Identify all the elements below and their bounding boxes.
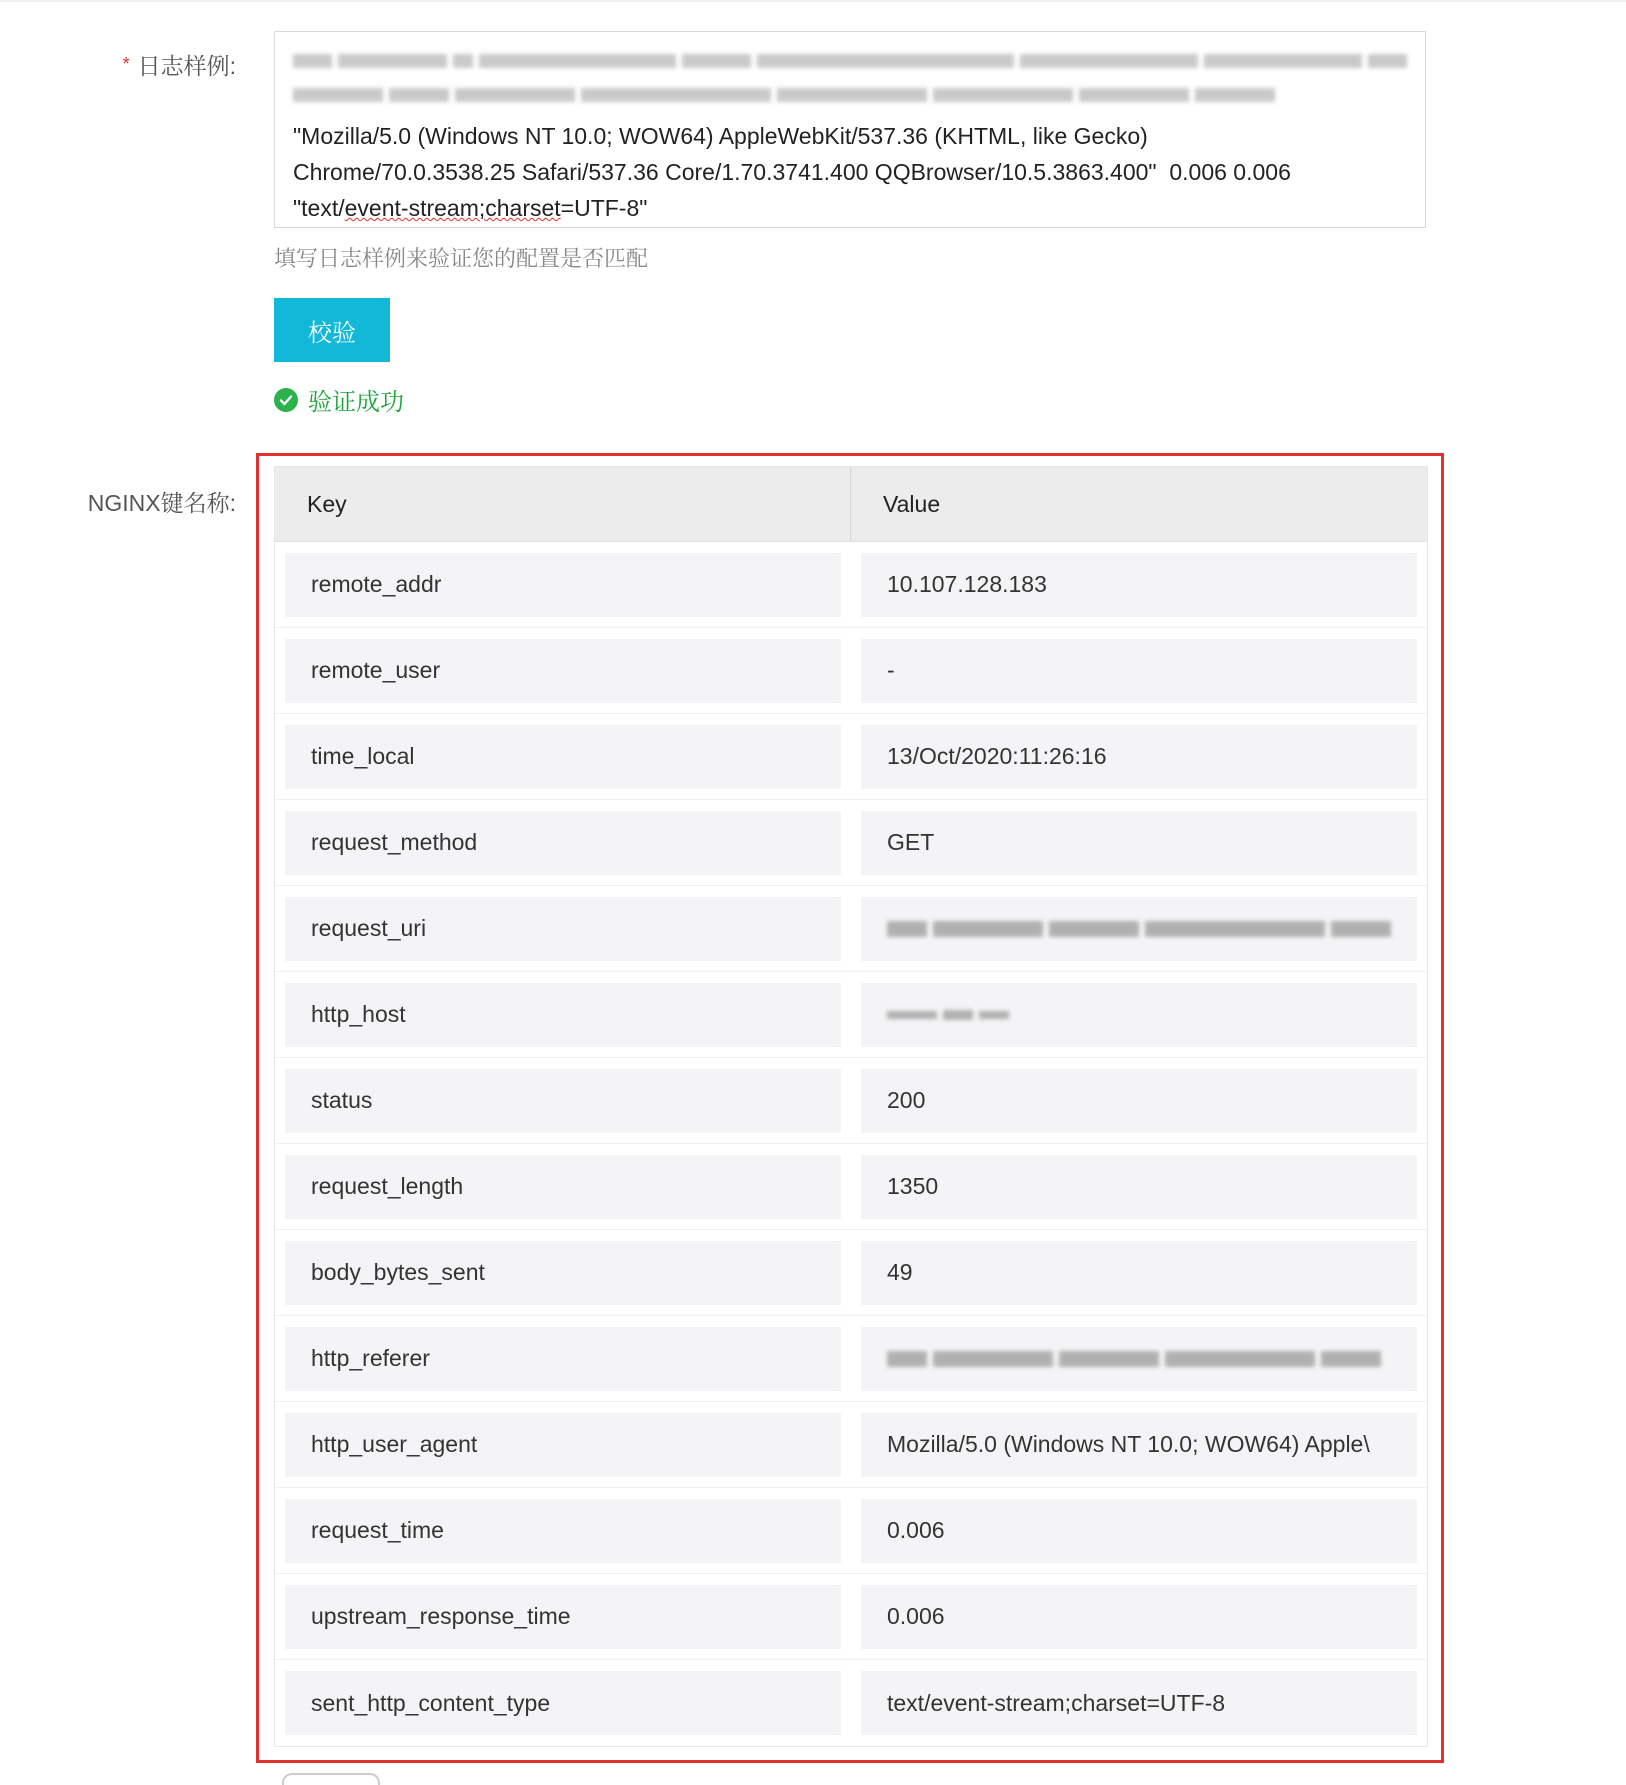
- value-cell: text/event-stream;charset=UTF-8: [861, 1671, 1417, 1735]
- key-cell: request_uri: [285, 897, 841, 961]
- redacted-value: [887, 1010, 1009, 1020]
- key-cell: remote_user: [285, 639, 841, 703]
- log-sample-line-spellcheck: event-stream;charset: [344, 195, 561, 221]
- value-cell: Mozilla/5.0 (Windows NT 10.0; WOW64) Apple\: [861, 1413, 1417, 1477]
- value-cell-redacted: [861, 983, 1417, 1047]
- table-row: [275, 1316, 1427, 1402]
- table-row: [275, 628, 1427, 714]
- key-cell: request_length: [285, 1155, 841, 1219]
- key-cell: request_method: [285, 811, 841, 875]
- success-text: 验证成功: [308, 389, 404, 416]
- table-row: [275, 1058, 1427, 1144]
- nginx-key-value-table: [274, 466, 1428, 1747]
- key-cell: request_time: [285, 1499, 841, 1563]
- table-row: [275, 1402, 1427, 1488]
- key-cell: http_user_agent: [285, 1413, 841, 1477]
- log-sample-textarea[interactable]: [274, 31, 1426, 228]
- column-header-value: Value: [883, 490, 941, 517]
- nginx-keys-label: NGINX键名称:: [87, 490, 236, 516]
- value-cell: 10.107.128.183: [861, 553, 1417, 617]
- partial-button-below[interactable]: [282, 1773, 380, 1785]
- value-cell: -: [861, 639, 1417, 703]
- redacted-log-line: [293, 50, 1407, 72]
- table-row: [275, 1660, 1427, 1746]
- value-cell-redacted: [861, 1327, 1417, 1391]
- table-row: [275, 800, 1427, 886]
- value-cell: 0.006: [861, 1499, 1417, 1563]
- log-sample-line: Chrome/70.0.3538.25 Safari/537.36 Core/1.70.3741.400 QQBrowser/10.5.3863.400" 0.006 0.006: [293, 159, 1291, 185]
- value-cell-redacted: [861, 897, 1417, 961]
- check-circle-icon: [274, 388, 298, 412]
- log-sample-line-prefix: "text/: [293, 195, 345, 221]
- key-cell: upstream_response_time: [285, 1585, 841, 1649]
- key-cell: http_host: [285, 983, 841, 1047]
- value-cell: 1350: [861, 1155, 1417, 1219]
- key-cell: status: [285, 1069, 841, 1133]
- key-cell: body_bytes_sent: [285, 1241, 841, 1305]
- top-divider: [0, 0, 1626, 2]
- table-header: [275, 467, 1427, 542]
- table-row: [275, 1230, 1427, 1316]
- column-header-key: Key: [275, 467, 851, 541]
- redacted-value: [887, 1351, 1381, 1367]
- key-cell: http_referer: [285, 1327, 841, 1391]
- redacted-value: [887, 921, 1391, 937]
- log-sample-hint: 填写日志样例来验证您的配置是否匹配: [274, 246, 649, 271]
- table-row: [275, 1488, 1427, 1574]
- key-cell: remote_addr: [285, 553, 841, 617]
- value-cell: 0.006: [861, 1585, 1417, 1649]
- log-sample-text: [293, 118, 1407, 226]
- log-sample-label-text: 日志样例:: [137, 53, 236, 79]
- value-cell: 13/Oct/2020:11:26:16: [861, 725, 1417, 789]
- required-mark: *: [122, 54, 130, 74]
- table-row: [275, 1144, 1427, 1230]
- table-row: [275, 714, 1427, 800]
- log-sample-label: [123, 48, 236, 81]
- table-row: [275, 542, 1427, 628]
- value-cell: 49: [861, 1241, 1417, 1305]
- value-cell: GET: [861, 811, 1417, 875]
- key-cell: time_local: [285, 725, 841, 789]
- value-cell: 200: [861, 1069, 1417, 1133]
- log-sample-line: "Mozilla/5.0 (Windows NT 10.0; WOW64) AppleWebKit/537.36 (KHTML, like Gecko): [293, 123, 1148, 149]
- log-sample-line-suffix: =UTF-8": [560, 195, 648, 221]
- table-row: [275, 1574, 1427, 1660]
- table-row: [275, 972, 1427, 1058]
- redacted-log-line: [293, 84, 1407, 106]
- table-row: [275, 886, 1427, 972]
- verify-button[interactable]: 校验: [274, 298, 390, 362]
- key-cell: sent_http_content_type: [285, 1671, 841, 1735]
- verify-success-message: [274, 382, 404, 417]
